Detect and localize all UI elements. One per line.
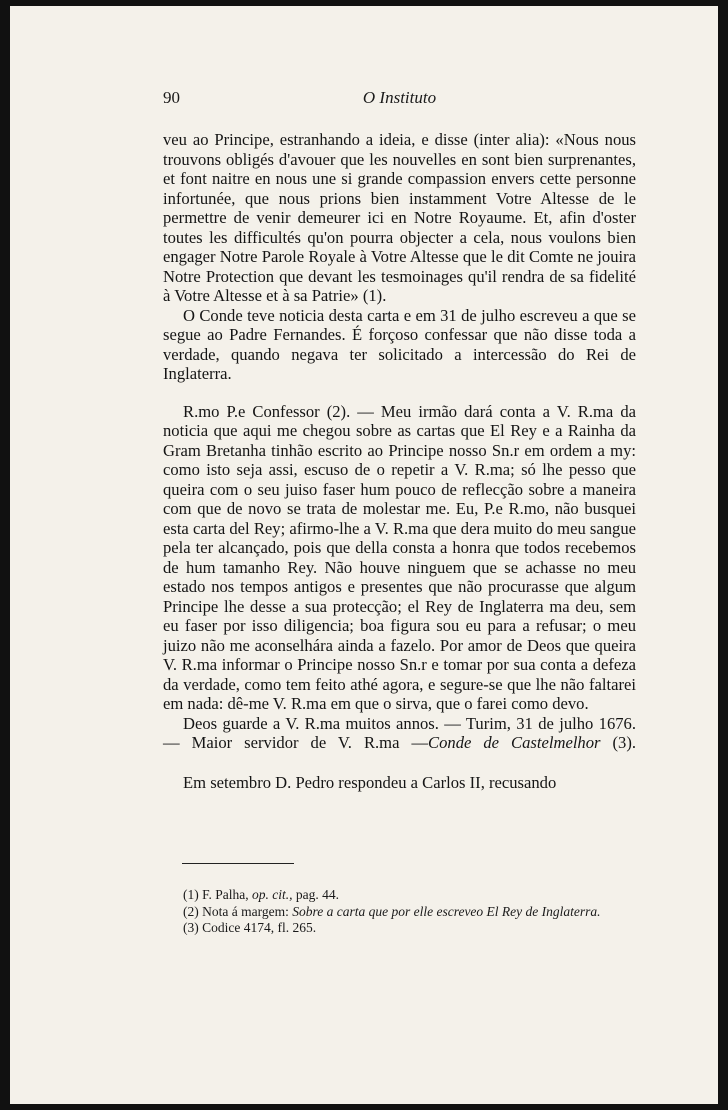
footnote-divider — [182, 863, 294, 864]
footnotes — [163, 887, 636, 937]
signature: Conde de Castelmelhor — [428, 733, 601, 752]
page-header — [163, 88, 636, 112]
paragraph-letter: R.mo P.e Confessor (2). — Meu irmão dará conta a V. R.ma da noticia que aqui me chegou sobre as cartas que El Rey e a Rainha da Gram Bretanha tinhão escrito ao Principe nosso Sn.r em ordem a my: como isto seja assi, escuso de o repetir a V. R.ma; só lhe pesso que queira com o seu juiso faser hum pouco de reflecção sobre a maneira com que de novo se trata de molestar me. Eu, P.e R.mo, não busquei esta carta del Rey; afirmo-lhe a V. R.ma que dera muito do meu sangue pela ter alcançado, pois que della consta a honra que todos recebemos de hum tamanho Rey. Não houve ninguem que se achasse no meu estado nos tempos antigos e presentes que não procurasse que algum Principe lhe desse a sua protecção; el Rey de Inglaterra ma deu, sem eu faser por isso diligencia; boa figura sou eu para a refusar; o meu juizo não me aconselhára ainda a fazelo. Por amor de Deos que queira V. R.ma informar o Principe nosso Sn.r e tomar por sua conta a defeza da verdade, como tem feito athé agora, e segure-se que lhe não faltarei em nada: dê-me V. R.ma em que o sirva, que o farei como devo. — [163, 401, 636, 713]
paragraph-5: Em setembro D. Pedro respondeu a Carlos II, recusando — [183, 772, 557, 792]
footnote-3: (3) Codice 4174, fl. 265. — [183, 920, 317, 935]
closing-text: Deos guarde a V. R.ma muitos annos. — Turim, 31 de julho 1676. — Maior servidor de V. R.ma — — [163, 713, 636, 752]
paragraph-closing — [163, 714, 636, 753]
footnote-2: (2) Nota á margem: Sobre a carta que por elle escreveo El Rey de Inglaterra. — [183, 903, 601, 919]
paragraph-2: O Conde teve noticia desta carta e em 31 de julho escreveu a que se segue ao Padre Fernandes. É forçoso confessar que não disse toda a verdade, quando negava ter solicitado a intercessão do Rei de Inglaterra. — [163, 305, 636, 383]
paragraph-1: veu ao Principe, estranhando a ideia, e disse (inter alia): «Nous nous trouvons obligés d'avouer que les nouvelles en sont bien surprenantes, et font naitre en nous une si grande compassion envers cette personne infortunée, que nous prions bien instamment Votre Altesse de le permettre de venir demeurer ici en Notre Royaume. Et, afin d'oster toutes les difficultés qu'on pourra objecter a cela, nous voulons bien engager Notre Parole Royale à Votre Altesse que le dit Comte ne jouira Notre Protection que devant les tesmoinages qu'il rendra de sa fidelité à Votre Altesse et à sa Patrie» (1). — [163, 130, 636, 305]
signature-note: (3). — [600, 733, 636, 752]
running-title: O Instituto — [362, 88, 437, 107]
page-number: 90 — [163, 88, 180, 107]
footnote-1: (1) F. Palha, op. cit., pag. 44. — [183, 887, 340, 902]
book-page — [10, 6, 718, 1104]
body-text — [163, 130, 636, 792]
